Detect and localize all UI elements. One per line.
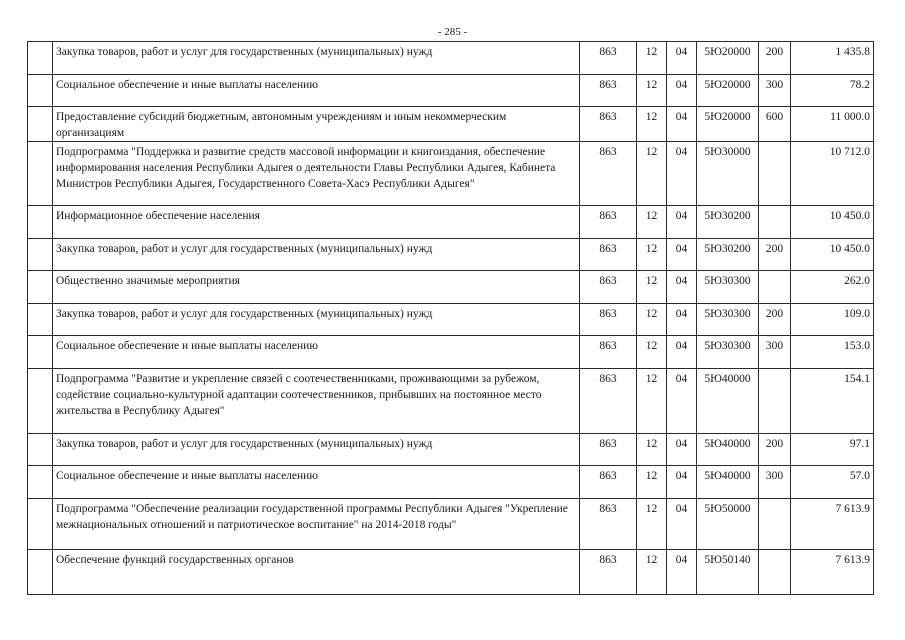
expense-type-cell <box>759 271 791 304</box>
subsection-code-cell: 04 <box>667 239 697 271</box>
target-article-cell: 5Ю30200 <box>697 206 759 239</box>
subsection-code-cell: 04 <box>667 75 697 107</box>
table-row <box>28 434 874 466</box>
row-blank-cell <box>28 369 53 434</box>
ministry-code-cell: 863 <box>580 271 637 304</box>
ministry-code-cell: 863 <box>580 42 637 75</box>
table-row <box>28 550 874 595</box>
row-blank-cell <box>28 239 53 271</box>
row-blank-cell <box>28 206 53 239</box>
table-row <box>28 42 874 75</box>
item-name-cell: Социальное обеспечение и иные выплаты населению <box>53 75 580 107</box>
section-code-cell: 12 <box>637 336 667 369</box>
table-row <box>28 499 874 550</box>
target-article-cell: 5Ю20000 <box>697 75 759 107</box>
subsection-code-cell: 04 <box>667 107 697 142</box>
section-code-cell: 12 <box>637 369 667 434</box>
table-body <box>28 42 874 595</box>
ministry-code-cell: 863 <box>580 75 637 107</box>
amount-cell: 7 613.9 <box>791 499 874 550</box>
ministry-code-cell: 863 <box>580 142 637 206</box>
amount-cell: 78.2 <box>791 75 874 107</box>
amount-cell: 262.0 <box>791 271 874 304</box>
table-row <box>28 304 874 336</box>
item-name-cell: Закупка товаров, работ и услуг для государственных (муниципальных) нужд <box>53 239 580 271</box>
item-name-cell: Подпрограмма "Поддержка и развитие средств массовой информации и книгоиздания, обеспечение информирования населения Республики Адыгея о деятельности Главы Республики Адыгея, Кабинета Министров Республики Адыгея, Государственного Совета-Хасэ Республики Адыгея" <box>53 142 580 206</box>
expense-type-cell <box>759 499 791 550</box>
subsection-code-cell: 04 <box>667 142 697 206</box>
ministry-code-cell: 863 <box>580 369 637 434</box>
expense-type-cell: 300 <box>759 336 791 369</box>
subsection-code-cell: 04 <box>667 206 697 239</box>
expense-type-cell <box>759 142 791 206</box>
amount-cell: 154.1 <box>791 369 874 434</box>
table-row <box>28 75 874 107</box>
item-name-cell: Предоставление субсидий бюджетным, автономным учреждениям и иным некоммерческим организациям <box>53 107 580 142</box>
target-article-cell: 5Ю30000 <box>697 142 759 206</box>
subsection-code-cell: 04 <box>667 336 697 369</box>
section-code-cell: 12 <box>637 206 667 239</box>
table-row <box>28 142 874 206</box>
amount-cell: 10 712.0 <box>791 142 874 206</box>
table-row <box>28 271 874 304</box>
item-name-cell: Социальное обеспечение и иные выплаты населению <box>53 466 580 499</box>
section-code-cell: 12 <box>637 466 667 499</box>
expense-type-cell <box>759 206 791 239</box>
ministry-code-cell: 863 <box>580 206 637 239</box>
expense-type-cell: 200 <box>759 42 791 75</box>
section-code-cell: 12 <box>637 107 667 142</box>
amount-cell: 153.0 <box>791 336 874 369</box>
expense-type-cell: 200 <box>759 239 791 271</box>
subsection-code-cell: 04 <box>667 499 697 550</box>
item-name-cell: Социальное обеспечение и иные выплаты населению <box>53 336 580 369</box>
table-row <box>28 466 874 499</box>
target-article-cell: 5Ю20000 <box>697 42 759 75</box>
target-article-cell: 5Ю40000 <box>697 434 759 466</box>
amount-cell: 109.0 <box>791 304 874 336</box>
target-article-cell: 5Ю30300 <box>697 271 759 304</box>
target-article-cell: 5Ю30300 <box>697 304 759 336</box>
table-row <box>28 107 874 142</box>
section-code-cell: 12 <box>637 499 667 550</box>
target-article-cell: 5Ю30200 <box>697 239 759 271</box>
expense-type-cell: 600 <box>759 107 791 142</box>
ministry-code-cell: 863 <box>580 466 637 499</box>
section-code-cell: 12 <box>637 42 667 75</box>
target-article-cell: 5Ю30300 <box>697 336 759 369</box>
section-code-cell: 12 <box>637 75 667 107</box>
page-number: - 285 - <box>437 26 468 38</box>
expense-type-cell: 200 <box>759 304 791 336</box>
item-name-cell: Подпрограмма "Обеспечение реализации государственной программы Республики Адыгея "Укрепление межнациональных отношений и патриотическое воспитание" на 2014-2018 годы" <box>53 499 580 550</box>
subsection-code-cell: 04 <box>667 369 697 434</box>
row-blank-cell <box>28 434 53 466</box>
subsection-code-cell: 04 <box>667 304 697 336</box>
row-blank-cell <box>28 75 53 107</box>
table-row <box>28 369 874 434</box>
subsection-code-cell: 04 <box>667 271 697 304</box>
expense-type-cell <box>759 550 791 595</box>
row-blank-cell <box>28 304 53 336</box>
expense-type-cell: 300 <box>759 466 791 499</box>
budget-table <box>27 41 874 595</box>
target-article-cell: 5Ю50000 <box>697 499 759 550</box>
section-code-cell: 12 <box>637 239 667 271</box>
item-name-cell: Подпрограмма "Развитие и укрепление связей с соотечественниками, проживающими за рубежом, содействие социально-культурной адаптации соотечественников, прибывших на постоянное место жительства в Республику Адыгея" <box>53 369 580 434</box>
amount-cell: 57.0 <box>791 466 874 499</box>
item-name-cell: Информационное обеспечение населения <box>53 206 580 239</box>
section-code-cell: 12 <box>637 434 667 466</box>
amount-cell: 1 435.8 <box>791 42 874 75</box>
subsection-code-cell: 04 <box>667 42 697 75</box>
amount-cell: 97.1 <box>791 434 874 466</box>
subsection-code-cell: 04 <box>667 466 697 499</box>
target-article-cell: 5Ю40000 <box>697 369 759 434</box>
target-article-cell: 5Ю20000 <box>697 107 759 142</box>
ministry-code-cell: 863 <box>580 304 637 336</box>
ministry-code-cell: 863 <box>580 499 637 550</box>
amount-cell: 10 450.0 <box>791 206 874 239</box>
table-row <box>28 336 874 369</box>
amount-cell: 11 000.0 <box>791 107 874 142</box>
item-name-cell: Общественно значимые мероприятия <box>53 271 580 304</box>
table-row <box>28 239 874 271</box>
target-article-cell: 5Ю40000 <box>697 466 759 499</box>
table-row <box>28 206 874 239</box>
ministry-code-cell: 863 <box>580 107 637 142</box>
ministry-code-cell: 863 <box>580 239 637 271</box>
subsection-code-cell: 04 <box>667 550 697 595</box>
row-blank-cell <box>28 42 53 75</box>
row-blank-cell <box>28 271 53 304</box>
row-blank-cell <box>28 336 53 369</box>
item-name-cell: Закупка товаров, работ и услуг для государственных (муниципальных) нужд <box>53 434 580 466</box>
section-code-cell: 12 <box>637 550 667 595</box>
row-blank-cell <box>28 142 53 206</box>
row-blank-cell <box>28 466 53 499</box>
subsection-code-cell: 04 <box>667 434 697 466</box>
ministry-code-cell: 863 <box>580 336 637 369</box>
ministry-code-cell: 863 <box>580 434 637 466</box>
ministry-code-cell: 863 <box>580 550 637 595</box>
expense-type-cell: 300 <box>759 75 791 107</box>
row-blank-cell <box>28 107 53 142</box>
section-code-cell: 12 <box>637 271 667 304</box>
item-name-cell: Обеспечение функций государственных органов <box>53 550 580 595</box>
item-name-cell: Закупка товаров, работ и услуг для государственных (муниципальных) нужд <box>53 42 580 75</box>
target-article-cell: 5Ю50140 <box>697 550 759 595</box>
amount-cell: 7 613.9 <box>791 550 874 595</box>
item-name-cell: Закупка товаров, работ и услуг для государственных (муниципальных) нужд <box>53 304 580 336</box>
row-blank-cell <box>28 550 53 595</box>
row-blank-cell <box>28 499 53 550</box>
expense-type-cell: 200 <box>759 434 791 466</box>
amount-cell: 10 450.0 <box>791 239 874 271</box>
section-code-cell: 12 <box>637 142 667 206</box>
section-code-cell: 12 <box>637 304 667 336</box>
expense-type-cell <box>759 369 791 434</box>
